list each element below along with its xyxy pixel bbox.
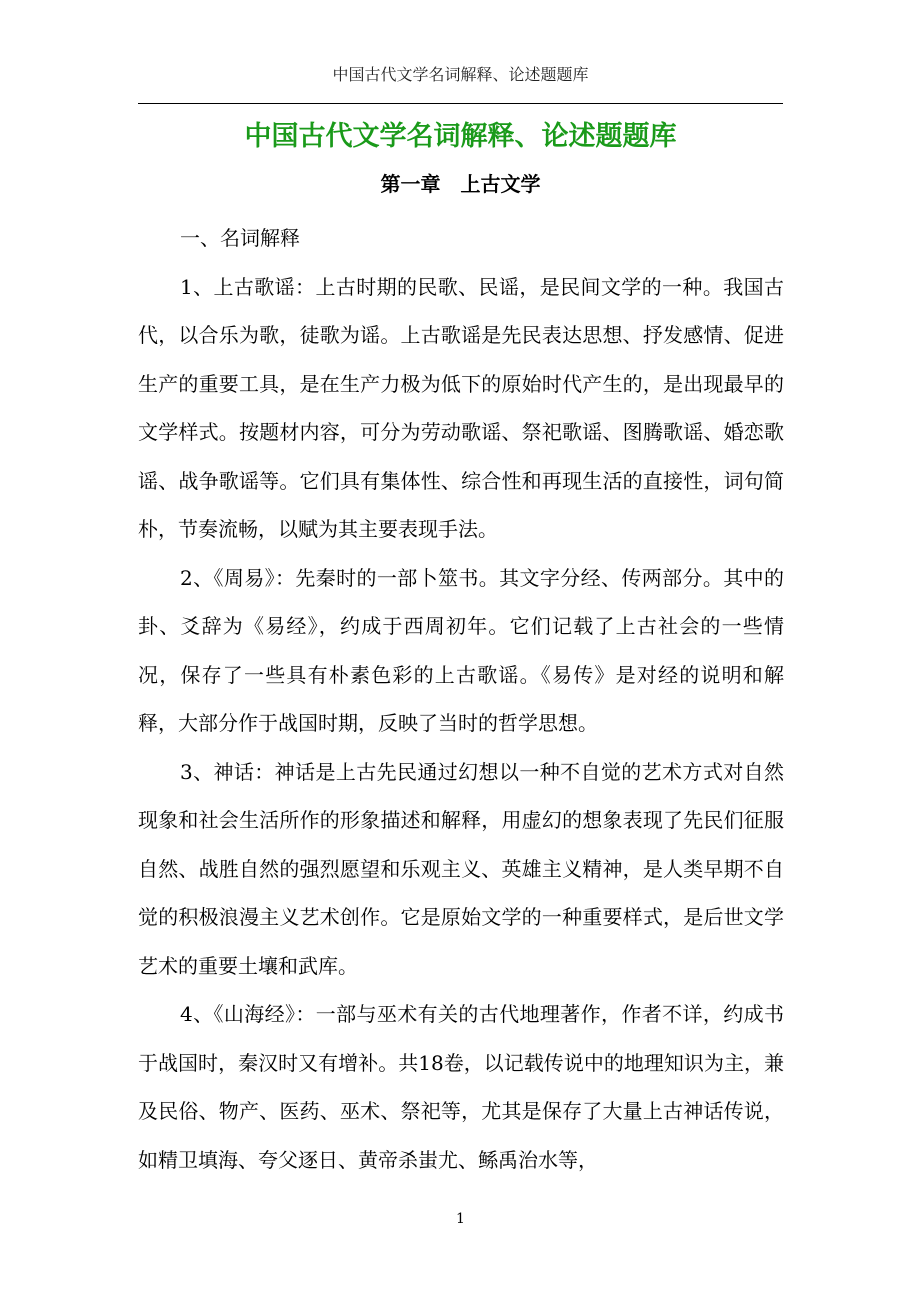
header-divider [138, 103, 783, 104]
running-header: 中国古代文学名词解释、论述题题库 [332, 65, 589, 84]
entry-paragraph: 3、神话：神话是上古先民通过幻想以一种不自觉的艺术方式对自然现象和社会生活所作的形象描述和解释，用虚幻的想象表现了先民们征服自然、战胜自然的强烈愿望和乐观主义、英雄主义精神，是人类早期不自觉的积极浪漫主义艺术创作。它是原始文学的一种重要样式，是后世文学艺术的重要土壤和武库。 [138, 759, 784, 978]
entry-paragraph: 4、《山海经》：一部与巫术有关的古代地理著作，作者不详，约成书于战国时，秦汉时又有增补。共18卷，以记载传说中的地理知识为主，兼及民俗、物产、医药、巫术、祭祀等，尤其是保存了大量上古神话传说，如精卫填海、夸父逐日、黄帝杀蚩尤、鲧禹治水等， [138, 1002, 784, 1172]
document-body [138, 214, 784, 1184]
page-number: 1 [456, 1211, 465, 1227]
document-title: 中国古代文学名词解释、论述题题库 [244, 121, 677, 152]
chapter-title: 第一章 上古文学 [380, 172, 541, 196]
entry-paragraph: 1、上古歌谣：上古时期的民歌、民谣，是民间文学的一种。我国古代，以合乐为歌，徒歌为谣。上古歌谣是先民表达思想、抒发感情、促进生产的重要工具，是在生产力极为低下的原始时代产生的，是出现最早的文学样式。按题材内容，可分为劳动歌谣、祭祀歌谣、图腾歌谣、婚恋歌谣、战争歌谣等。它们具有集体性、综合性和再现生活的直接性，词句简朴，节奏流畅，以赋为其主要表现手法。 [138, 274, 784, 541]
section-heading: 一、名词解释 [180, 226, 300, 250]
entry-paragraph: 2、《周易》：先秦时的一部卜筮书。其文字分经、传两部分。其中的卦、爻辞为《易经》，约成于西周初年。它们记载了上古社会的一些情况，保存了一些具有朴素色彩的上古歌谣。《易传》是对经的说明和解释，大部分作于战国时期，反映了当时的哲学思想。 [138, 565, 784, 735]
